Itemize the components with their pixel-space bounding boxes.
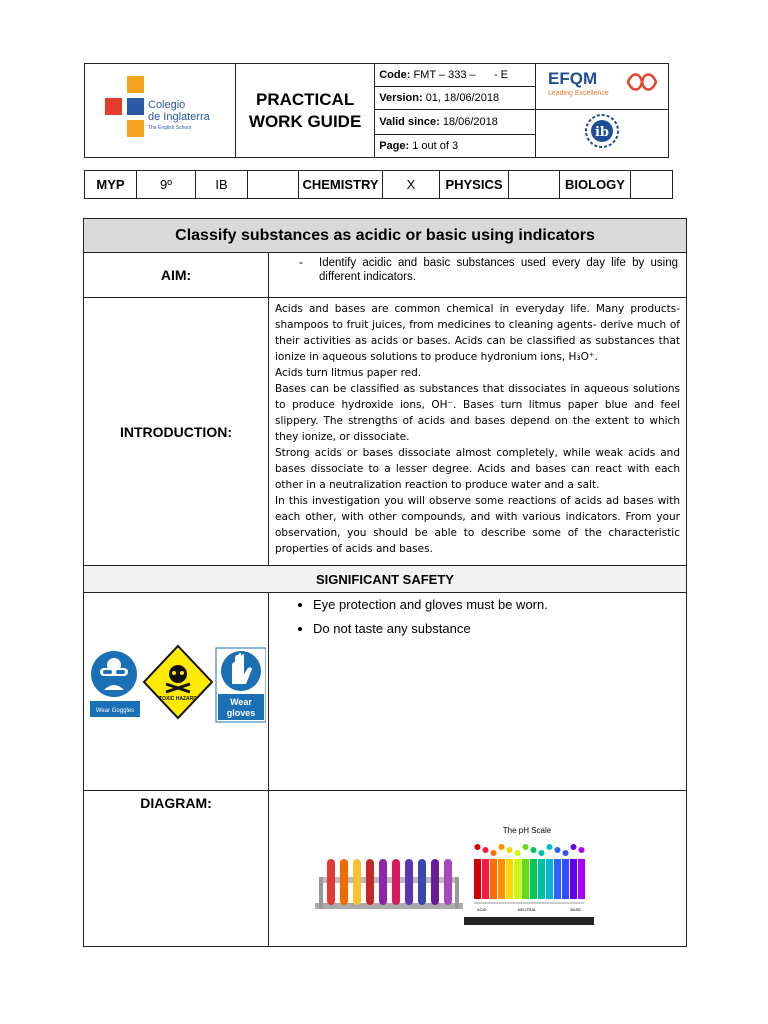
valid-value: 18/06/2018 bbox=[442, 116, 498, 128]
code-value: FMT – 333 – - E bbox=[413, 69, 509, 81]
efqm-sub: Leading Excellence bbox=[547, 90, 609, 97]
intro-p1: Acids and bases are common chemical in everyday life. Many products- shampoos to fruit juices, from medicines to cleaning agents- derive much of their activities as acids or bases. Acids can be classified as substances that ionize in aqueous solutions to produce hydronium ions, H₃O⁺. bbox=[275, 303, 680, 363]
intro-p2: Acids turn litmus paper red. bbox=[275, 367, 422, 379]
aim-label: AIM: bbox=[84, 253, 269, 298]
ph-item-icon bbox=[499, 844, 505, 850]
ph-bar bbox=[578, 859, 585, 899]
ph-base-label: BASE bbox=[570, 907, 581, 912]
ph-item-icon bbox=[475, 844, 481, 850]
ph-bar bbox=[554, 859, 561, 899]
ph-item-icon bbox=[555, 847, 561, 853]
safety-list bbox=[269, 597, 686, 636]
blank-cell-1 bbox=[248, 171, 299, 199]
test-tube bbox=[431, 859, 439, 905]
myp-cell: MYP bbox=[85, 171, 137, 199]
gloves-label-2: gloves bbox=[226, 708, 256, 718]
ph-item-icon bbox=[523, 844, 529, 850]
valid-cell bbox=[375, 110, 535, 135]
test-tube bbox=[379, 859, 387, 905]
test-tube bbox=[340, 859, 348, 905]
chemistry-cell: CHEMISTRY bbox=[299, 171, 383, 199]
ph-item-icon bbox=[491, 850, 497, 856]
aim-text: Identify acidic and basic substances used every day life by using different indicators. bbox=[319, 257, 678, 283]
code-label: Code: bbox=[379, 69, 411, 81]
ph-neutral-label: NEUTRAL bbox=[517, 907, 537, 912]
ph-bar bbox=[570, 859, 577, 899]
intro-p5: In this investigation you will observe some reactions of acids ad bases with each other, with other compounds, and with various indicators. From your observation, you should be able to describe some of the characteristic properties of acids and bases. bbox=[275, 495, 680, 555]
goggles-label: Wear Goggles bbox=[95, 708, 135, 714]
ph-item-icon bbox=[547, 844, 553, 850]
blank-cell-2 bbox=[509, 171, 560, 199]
code-cell bbox=[375, 64, 535, 87]
gloves-label-1: Wear bbox=[230, 697, 252, 707]
ph-bar bbox=[482, 859, 489, 899]
header-table bbox=[84, 63, 669, 158]
logo-line2: de Inglaterra bbox=[148, 111, 210, 123]
aim-dash: - bbox=[299, 257, 303, 269]
goggles-sign bbox=[90, 651, 140, 717]
safety-signs-cell bbox=[84, 593, 269, 791]
valid-label: Valid since: bbox=[379, 116, 440, 128]
biology-cell: BIOLOGY bbox=[560, 171, 631, 199]
title-line1: PRACTICAL bbox=[256, 89, 355, 109]
ph-bar bbox=[562, 859, 569, 899]
physics-cell: PHYSICS bbox=[440, 171, 509, 199]
ib-cell bbox=[535, 110, 668, 158]
intro-cell bbox=[269, 298, 687, 566]
test-tube bbox=[444, 859, 452, 905]
title-line2: WORK GUIDE bbox=[248, 111, 362, 131]
toxic-label: TOXIC HAZARD bbox=[159, 696, 197, 702]
ph-bar bbox=[538, 859, 545, 899]
school-logo-cell bbox=[85, 64, 236, 158]
ph-bar bbox=[546, 859, 553, 899]
intro-p3: Bases can be classified as substances that dissociates in aqueous solutions to produce hydroxide ions, OH⁻. Bases turn litmus paper blue and feel slippery. The strengths of acids and bases depend on the extent to which they ionize, or dissociate. bbox=[275, 383, 680, 443]
page-label: Page: bbox=[379, 140, 410, 152]
ph-bar bbox=[522, 859, 529, 899]
toxic-hazard-sign bbox=[144, 646, 212, 718]
test-tube bbox=[405, 859, 413, 905]
ph-title: The pH Scale bbox=[502, 826, 552, 835]
intro-label: INTRODUCTION: bbox=[84, 298, 269, 566]
efqm-logo bbox=[542, 64, 662, 104]
infinity-icon bbox=[628, 75, 656, 90]
test-tube bbox=[392, 859, 400, 905]
ph-bar bbox=[498, 859, 505, 899]
school-logo bbox=[85, 64, 235, 152]
ph-item-icon bbox=[571, 844, 577, 850]
title-cell bbox=[236, 64, 375, 158]
blank-cell-3 bbox=[631, 171, 673, 199]
subject-table bbox=[84, 170, 673, 199]
chemistry-mark: X bbox=[383, 171, 440, 199]
test-tube bbox=[327, 859, 335, 905]
ph-item-icon bbox=[515, 850, 521, 856]
main-title: Classify substances as acidic or basic using indicators bbox=[84, 219, 687, 253]
ib-text: ib bbox=[594, 125, 609, 140]
safety-signs bbox=[86, 644, 266, 734]
ph-bar bbox=[530, 859, 537, 899]
safety-item: • Eye protection and gloves must be worn. bbox=[313, 597, 686, 612]
diagram-cell bbox=[269, 791, 687, 947]
main-table bbox=[83, 218, 687, 947]
page-cell bbox=[375, 135, 535, 158]
gloves-sign bbox=[216, 648, 266, 722]
ph-item-icon bbox=[531, 847, 537, 853]
logo-line1: Colegio bbox=[148, 99, 186, 111]
efqm-text: EFQM bbox=[547, 69, 597, 88]
version-label: Version: bbox=[379, 92, 423, 104]
ib-logo bbox=[582, 111, 622, 151]
intro-p4: Strong acids or bases dissociate almost completely, while weak acids and bases dissociate to a lesser degree. Acids and bases can react with each other in a neutralization reaction to produce water and a salt. bbox=[275, 447, 680, 491]
efqm-cell bbox=[535, 64, 668, 110]
version-cell bbox=[375, 87, 535, 110]
aim-cell bbox=[269, 253, 687, 298]
safety-list-cell bbox=[269, 593, 687, 791]
stock-banner bbox=[464, 917, 594, 925]
test-tube bbox=[353, 859, 361, 905]
version-value: 01, 18/06/2018 bbox=[425, 92, 500, 104]
diagram-images bbox=[269, 791, 686, 941]
ib-subject-cell: IB bbox=[196, 171, 248, 199]
ph-item-icon bbox=[483, 847, 489, 853]
ph-bar bbox=[514, 859, 521, 899]
grade-cell: 9º bbox=[137, 171, 196, 199]
diagram-label: DIAGRAM: bbox=[84, 791, 269, 947]
test-tube-rack-image bbox=[315, 859, 463, 909]
logo-line3: The English School bbox=[148, 125, 192, 131]
ph-item-icon bbox=[507, 847, 513, 853]
test-tube bbox=[418, 859, 426, 905]
ph-bar bbox=[490, 859, 497, 899]
safety-title: SIGNIFICANT SAFETY bbox=[84, 566, 687, 593]
ph-acid-label: ACID bbox=[477, 907, 487, 912]
ph-item-icon bbox=[563, 850, 569, 856]
ph-scale-image bbox=[474, 844, 585, 899]
ph-bar bbox=[474, 859, 481, 899]
safety-item: • Do not taste any substance bbox=[313, 621, 686, 636]
page-value: 1 out of 3 bbox=[412, 140, 459, 152]
ph-item-icon bbox=[539, 850, 545, 856]
test-tube bbox=[366, 859, 374, 905]
ph-bar bbox=[506, 859, 513, 899]
ph-item-icon bbox=[579, 847, 585, 853]
